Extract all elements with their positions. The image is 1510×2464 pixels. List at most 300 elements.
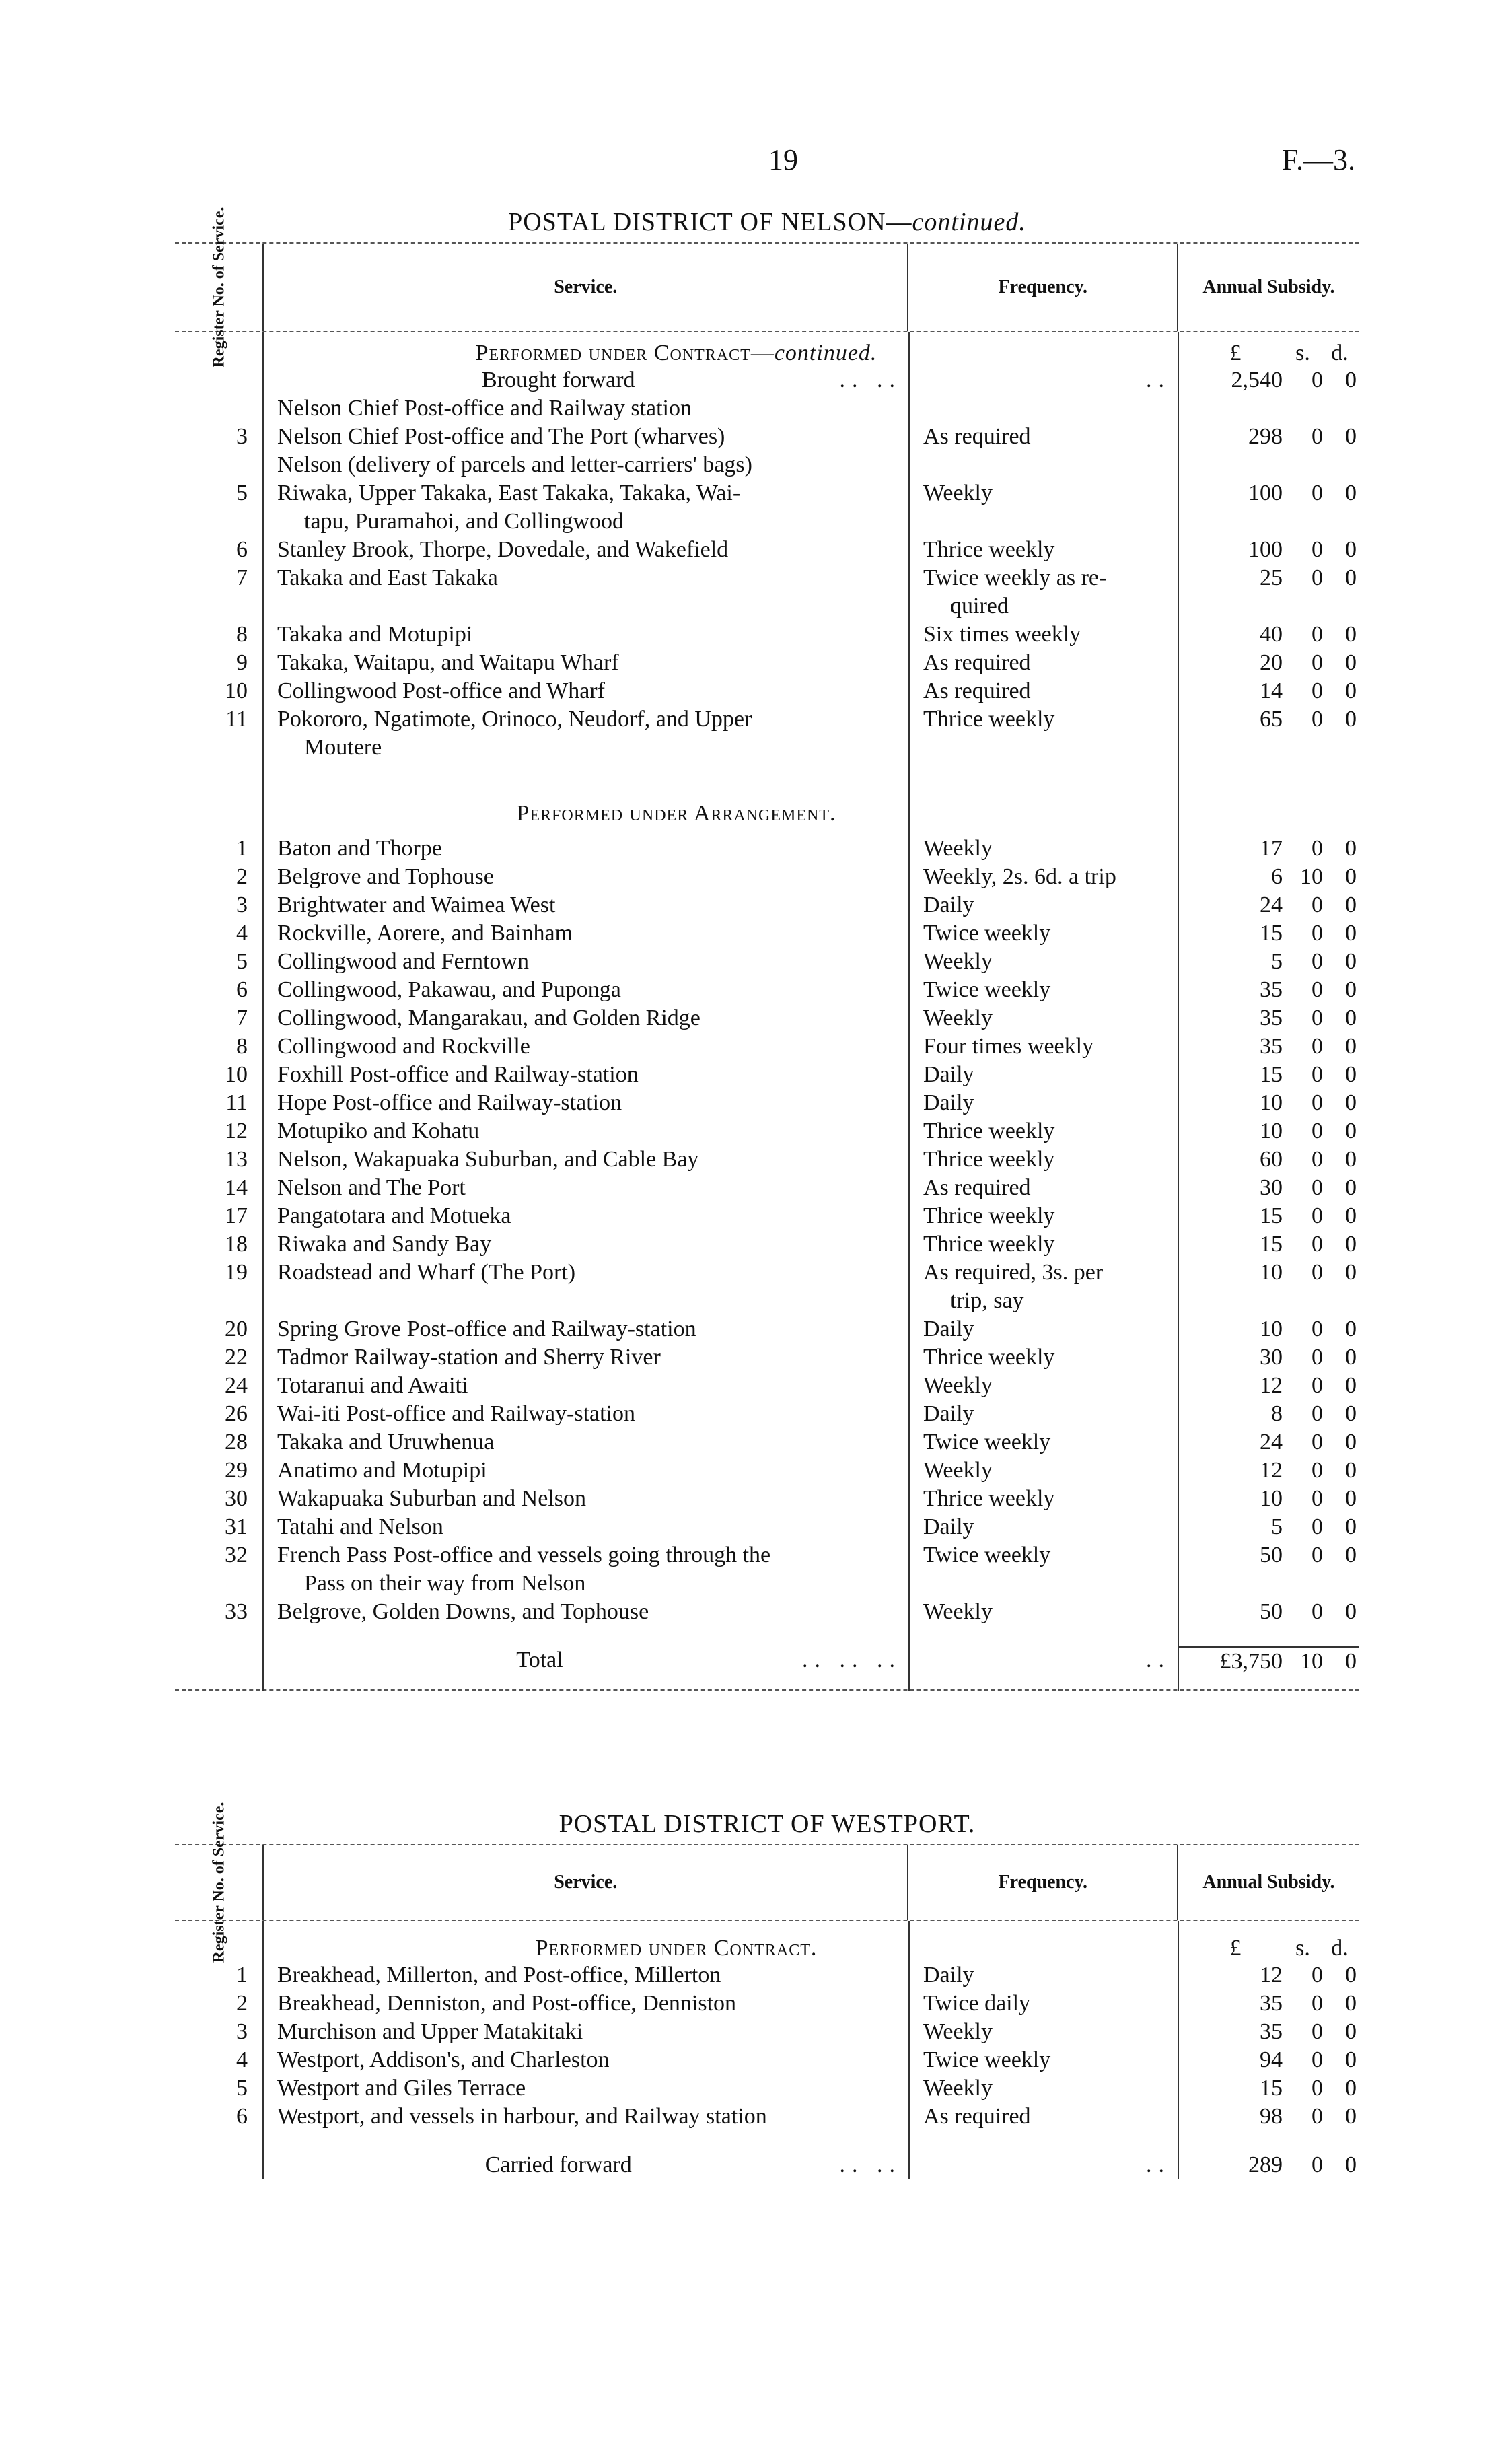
carried-forward-row: Carried forward .. .. .. 289 0 0 <box>484 2152 1357 2177</box>
subsidy-pence: 0 <box>1345 1034 1357 1059</box>
frequency-cell <box>908 394 1178 423</box>
subsidy-pounds: 8 <box>1271 1401 1283 1426</box>
table-row <box>175 677 1359 705</box>
frequency-line: Weekly, 2s. 6d. a trip <box>923 864 1116 889</box>
frequency-cell <box>908 976 1178 1004</box>
subsidy-pence: 0 <box>1345 1430 1357 1454</box>
subsidy-shillings: 0 <box>1311 977 1323 1002</box>
subsidy-pence: 0 <box>1345 707 1357 732</box>
table-row <box>175 1117 1359 1146</box>
subsidy-shillings: 0 <box>1311 650 1323 675</box>
service-line: Collingwood and Rockville <box>277 1034 530 1059</box>
nelson-section <box>175 202 1359 1691</box>
subsidy-pence: 0 <box>1345 1062 1357 1087</box>
service-cell <box>262 948 908 976</box>
service-line: Belgrove, Golden Downs, and Tophouse <box>277 1599 649 1624</box>
frequency-cell <box>908 1117 1178 1146</box>
table-row <box>175 1174 1359 1202</box>
subsidy-pence: 0 <box>1345 1345 1357 1370</box>
subsidy-shillings: 0 <box>1311 1119 1323 1143</box>
register-number: 7 <box>236 565 248 590</box>
arrangement-subheading: Performed under Arrangement. <box>516 801 836 826</box>
subsidy-pence: 0 <box>1345 1232 1357 1257</box>
subsidy-pounds: 30 <box>1260 1175 1283 1200</box>
frequency-cell <box>908 1961 1178 1990</box>
service-line: Riwaka and Sandy Bay <box>277 1232 492 1257</box>
table-row <box>175 1428 1359 1456</box>
subsidy-cell <box>1178 2046 1359 2074</box>
service-cell <box>262 564 908 621</box>
table-row <box>175 536 1359 564</box>
subsidy-pence: 0 <box>1345 481 1357 505</box>
service-cell <box>262 1146 908 1174</box>
subsidy-pounds: 35 <box>1260 1991 1283 2016</box>
subsidy-shillings: 0 <box>1311 1963 1323 1987</box>
units-heading: £ s. d. <box>1229 1936 1349 1961</box>
subsidy-pounds: 100 <box>1248 481 1283 505</box>
service-cell <box>262 621 908 649</box>
subsidy-cell <box>1178 705 1359 762</box>
subsidy-cell <box>1178 1117 1359 1146</box>
service-line: Rockville, Aorere, and Bainham <box>277 921 573 946</box>
subsidy-pence: 0 <box>1345 1599 1357 1624</box>
subsidy-cell <box>1178 2103 1359 2131</box>
frequency-line: As required <box>923 424 1031 449</box>
contract-subheading: Performed under Contract—continued. <box>475 341 877 365</box>
subsidy-shillings: 0 <box>1311 1316 1323 1341</box>
table-row <box>175 835 1359 863</box>
subsidy-cell <box>1178 423 1359 451</box>
column-rule <box>1178 1921 1179 2179</box>
header-frequency: Frequency. <box>908 244 1178 331</box>
register-number: 33 <box>225 1599 248 1624</box>
table-row <box>175 863 1359 891</box>
subsidy-pounds: 17 <box>1260 836 1283 861</box>
subsidy-cell <box>1178 919 1359 948</box>
service-line: Moutere <box>304 735 382 760</box>
table-row <box>175 1343 1359 1372</box>
subsidy-pence: 0 <box>1345 1119 1357 1143</box>
frequency-line: Weekly <box>923 481 993 505</box>
frequency-line: Thrice weekly <box>923 1119 1055 1143</box>
subsidy-cell <box>1178 1032 1359 1061</box>
service-cell <box>262 423 908 451</box>
service-line: Nelson and The Port <box>277 1175 466 1200</box>
service-cell <box>262 1541 908 1598</box>
service-cell <box>262 677 908 705</box>
service-line: Pass on their way from Nelson <box>304 1571 586 1596</box>
table-row <box>175 1315 1359 1343</box>
subsidy-shillings: 0 <box>1311 921 1323 946</box>
service-line: Nelson Chief Post-office and The Port (wharves) <box>277 424 725 449</box>
service-cell <box>262 2046 908 2074</box>
section-title: POSTAL DISTRICT OF WESTPORT. <box>559 1810 976 1838</box>
table-body <box>175 1921 1359 2179</box>
table-row <box>175 1541 1359 1598</box>
subsidy-pence: 0 <box>1345 892 1357 917</box>
subsidy-pounds: 10 <box>1260 1260 1283 1285</box>
subsidy-shillings: 0 <box>1311 1486 1323 1511</box>
subsidy-pounds: 12 <box>1260 1963 1283 1987</box>
register-number: 3 <box>236 2019 248 2044</box>
table-row <box>175 1259 1359 1315</box>
service-cell <box>262 1230 908 1259</box>
service-line: Pokororo, Ngatimote, Orinoco, Neudorf, and Upper <box>277 707 752 732</box>
frequency-line: Weekly <box>923 1458 993 1483</box>
subsidy-shillings: 0 <box>1311 1599 1323 1624</box>
frequency-line: As required, 3s. per <box>923 1260 1104 1285</box>
service-cell <box>262 1961 908 1990</box>
subsidy-shillings: 0 <box>1311 2076 1323 2101</box>
table-row <box>175 1004 1359 1032</box>
subsidy-pounds: 24 <box>1260 1430 1283 1454</box>
frequency-line: Weekly <box>923 1373 993 1398</box>
table-row <box>175 1230 1359 1259</box>
service-cell <box>262 863 908 891</box>
service-line: Nelson (delivery of parcels and letter-carriers' bags) <box>277 452 752 477</box>
contract-subheading: Performed under Contract. <box>535 1936 818 1961</box>
table-row <box>175 2103 1359 2131</box>
frequency-cell <box>908 1315 1178 1343</box>
subsidy-pence: 0 <box>1345 1316 1357 1341</box>
service-cell <box>262 1061 908 1089</box>
table-row <box>175 948 1359 976</box>
frequency-cell <box>908 564 1178 621</box>
service-cell <box>262 1315 908 1343</box>
service-line: Takaka and Uruwhenua <box>277 1430 495 1454</box>
subsidy-cell <box>1178 1230 1359 1259</box>
frequency-cell <box>908 2046 1178 2074</box>
table-row <box>175 479 1359 536</box>
table-row <box>175 1513 1359 1541</box>
subsidy-pence: 0 <box>1345 1543 1357 1568</box>
service-cell <box>262 394 908 423</box>
frequency-line: trip, say <box>950 1288 1024 1313</box>
frequency-line: Weekly <box>923 836 993 861</box>
service-line: Nelson, Wakapuaka Suburban, and Cable Bay <box>277 1147 699 1172</box>
frequency-line: As required <box>923 678 1031 703</box>
subsidy-pence: 0 <box>1345 424 1357 449</box>
register-number: 5 <box>236 2076 248 2101</box>
frequency-cell <box>908 1456 1178 1485</box>
register-number: 4 <box>236 921 248 946</box>
table-row <box>175 1598 1359 1626</box>
frequency-cell <box>908 1598 1178 1626</box>
frequency-cell <box>908 835 1178 863</box>
subsidy-pounds: 5 <box>1271 1514 1283 1539</box>
subsidy-pence: 0 <box>1345 1147 1357 1172</box>
subsidy-pence: 0 <box>1345 2019 1357 2044</box>
frequency-cell <box>908 891 1178 919</box>
register-number: 18 <box>225 1232 248 1257</box>
subsidy-cell <box>1178 649 1359 677</box>
frequency-cell <box>908 1259 1178 1315</box>
subsidy-cell <box>1178 621 1359 649</box>
frequency-line: quired <box>950 594 1009 619</box>
register-number: 14 <box>225 1175 248 1200</box>
service-cell <box>262 1456 908 1485</box>
subsidy-shillings: 0 <box>1311 892 1323 917</box>
subsidy-cell <box>1178 1146 1359 1174</box>
service-line: Tadmor Railway-station and Sherry River <box>277 1345 661 1370</box>
service-line: Takaka and Motupipi <box>277 622 473 647</box>
register-number: 8 <box>236 1034 248 1059</box>
section-title <box>175 202 1359 242</box>
subsidy-shillings: 0 <box>1311 1458 1323 1483</box>
subsidy-pounds: 15 <box>1260 921 1283 946</box>
frequency-cell <box>908 536 1178 564</box>
contract-rows <box>175 1961 1359 2131</box>
subsidy-shillings: 0 <box>1311 1345 1323 1370</box>
subsidy-cell <box>1178 1485 1359 1513</box>
table-row <box>175 1961 1359 1990</box>
subsidy-shillings: 0 <box>1311 565 1323 590</box>
subsidy-pounds: 40 <box>1260 622 1283 647</box>
subsidy-cell <box>1178 1990 1359 2018</box>
frequency-cell <box>908 1146 1178 1174</box>
subsidy-pence: 0 <box>1345 1991 1357 2016</box>
service-cell <box>262 835 908 863</box>
service-cell <box>262 1372 908 1400</box>
subsidy-cell <box>1178 1541 1359 1598</box>
subsidy-pounds: 30 <box>1260 1345 1283 1370</box>
register-number: 10 <box>225 1062 248 1087</box>
contract-subheading-row <box>175 332 1359 366</box>
header-service: Service. <box>264 244 908 331</box>
frequency-cell <box>908 2103 1178 2131</box>
arrangement-subheading-row <box>175 793 1359 826</box>
register-number: 2 <box>236 1991 248 2016</box>
subsidy-pounds: 50 <box>1260 1599 1283 1624</box>
subsidy-cell <box>1178 1343 1359 1372</box>
frequency-cell <box>908 2018 1178 2046</box>
service-cell <box>262 1513 908 1541</box>
register-number: 3 <box>236 424 248 449</box>
register-number: 6 <box>236 977 248 1002</box>
register-number: 6 <box>236 537 248 562</box>
frequency-line: Twice weekly <box>923 921 1051 946</box>
subsidy-cell <box>1178 1174 1359 1202</box>
frequency-cell <box>908 1428 1178 1456</box>
service-line: Takaka, Waitapu, and Waitapu Wharf <box>277 650 619 675</box>
service-cell <box>262 1117 908 1146</box>
service-line: Tatahi and Nelson <box>277 1514 443 1539</box>
frequency-line: Thrice weekly <box>923 537 1055 562</box>
frequency-line: Thrice weekly <box>923 1232 1055 1257</box>
frequency-cell <box>908 1343 1178 1372</box>
service-line: Collingwood, Pakawau, and Puponga <box>277 977 621 1002</box>
table-row <box>175 1485 1359 1513</box>
subsidy-pence: 0 <box>1345 2104 1357 2129</box>
register-number: 17 <box>225 1203 248 1228</box>
register-number: 9 <box>236 650 248 675</box>
service-line: Collingwood and Ferntown <box>277 949 529 974</box>
frequency-line: Twice weekly <box>923 1430 1051 1454</box>
service-cell <box>262 1004 908 1032</box>
frequency-line: Daily <box>923 1062 974 1087</box>
subsidy-cell <box>1178 677 1359 705</box>
subsidy-pence: 0 <box>1345 1260 1357 1285</box>
table-row <box>175 1372 1359 1400</box>
subsidy-shillings: 0 <box>1311 1514 1323 1539</box>
total-row: Total .. .. .. .. £3,750 10 0 <box>175 1646 1359 1676</box>
brought-forward-label: Brought forward <box>481 367 635 392</box>
register-number: 3 <box>236 892 248 917</box>
frequency-cell <box>908 1400 1178 1428</box>
service-line: Spring Grove Post-office and Railway-station <box>277 1316 696 1341</box>
carried-forward-label: Carried forward <box>484 2152 632 2177</box>
service-cell <box>262 1990 908 2018</box>
table-body <box>175 332 1359 1691</box>
register-number: 12 <box>225 1119 248 1143</box>
table-row <box>175 451 1359 479</box>
table-row <box>175 1202 1359 1230</box>
subsidy-shillings: 0 <box>1311 678 1323 703</box>
register-number: 24 <box>225 1373 248 1398</box>
subsidy-pounds: 100 <box>1248 537 1283 562</box>
subsidy-pounds: 20 <box>1260 650 1283 675</box>
subsidy-cell <box>1178 1428 1359 1456</box>
frequency-line: Daily <box>923 1963 974 1987</box>
subsidy-pence: 0 <box>1345 977 1357 1002</box>
frequency-cell <box>908 423 1178 451</box>
frequency-line: Thrice weekly <box>923 1486 1055 1511</box>
table-row <box>175 649 1359 677</box>
register-number: 11 <box>225 707 248 732</box>
register-number: 5 <box>236 949 248 974</box>
subsidy-cell <box>1178 1513 1359 1541</box>
service-cell <box>262 891 908 919</box>
frequency-cell <box>908 705 1178 762</box>
service-line: Anatimo and Motupipi <box>277 1458 487 1483</box>
subsidy-pounds: 35 <box>1260 1034 1283 1059</box>
subsidy-pence: 0 <box>1345 1373 1357 1398</box>
frequency-cell <box>908 1032 1178 1061</box>
subsidy-pence: 0 <box>1345 921 1357 946</box>
service-line: Pangatotara and Motueka <box>277 1203 511 1228</box>
frequency-line: Twice weekly as re- <box>923 565 1107 590</box>
total-label: Total <box>516 1648 563 1673</box>
subsidy-shillings: 10 <box>1300 864 1323 889</box>
register-number: 30 <box>225 1486 248 1511</box>
table-row <box>175 564 1359 621</box>
subsidy-cell <box>1178 1598 1359 1626</box>
subsidy-pounds: 15 <box>1260 1203 1283 1228</box>
frequency-cell <box>908 479 1178 536</box>
service-line: Breakhead, Denniston, and Post-office, Denniston <box>277 1991 737 2016</box>
frequency-cell <box>908 1089 1178 1117</box>
service-cell <box>262 649 908 677</box>
subsidy-shillings: 0 <box>1311 1006 1323 1030</box>
subsidy-pounds: 298 <box>1248 424 1283 449</box>
service-cell <box>262 479 908 536</box>
service-line: Breakhead, Millerton, and Post-office, Millerton <box>277 1963 721 1987</box>
frequency-line: As required <box>923 2104 1031 2129</box>
subsidy-pounds: 65 <box>1260 707 1283 732</box>
subsidy-pounds: 15 <box>1260 2076 1283 2101</box>
subsidy-shillings: 0 <box>1311 537 1323 562</box>
subsidy-pounds: 15 <box>1260 1232 1283 1257</box>
subsidy-cell <box>1178 835 1359 863</box>
subsidy-pence: 0 <box>1345 622 1357 647</box>
total-amount: £3,750 10 0 <box>1178 1646 1359 1676</box>
frequency-cell <box>908 649 1178 677</box>
subsidy-cell <box>1178 2074 1359 2103</box>
subsidy-pounds: 15 <box>1260 1062 1283 1087</box>
register-number: 2 <box>236 864 248 889</box>
frequency-line: Twice daily <box>923 1991 1031 2016</box>
subsidy-shillings: 0 <box>1311 1090 1323 1115</box>
subsidy-shillings: 0 <box>1311 1034 1323 1059</box>
frequency-cell <box>908 621 1178 649</box>
subsidy-pence: 0 <box>1345 678 1357 703</box>
register-number: 26 <box>225 1401 248 1426</box>
service-cell <box>262 536 908 564</box>
service-cell <box>262 705 908 762</box>
register-number: 4 <box>236 2047 248 2072</box>
subsidy-pence: 0 <box>1345 1175 1357 1200</box>
subsidy-pounds: 14 <box>1260 678 1283 703</box>
register-number <box>175 451 262 479</box>
subsidy-shillings: 0 <box>1311 2047 1323 2072</box>
subsidy-shillings: 0 <box>1311 836 1323 861</box>
frequency-line: Weekly <box>923 2076 993 2101</box>
subsidy-pounds: 10 <box>1260 1090 1283 1115</box>
subsidy-cell <box>1178 536 1359 564</box>
subsidy-pence: 0 <box>1345 1514 1357 1539</box>
frequency-line: Daily <box>923 892 974 917</box>
table-row <box>175 976 1359 1004</box>
subsidy-pence: 0 <box>1345 537 1357 562</box>
register-number: 5 <box>236 481 248 505</box>
header-service: Service. <box>264 1845 908 1920</box>
subsidy-shillings: 0 <box>1311 1373 1323 1398</box>
subsidy-cell <box>1178 394 1359 423</box>
service-cell <box>262 1089 908 1117</box>
subsidy-pounds: 10 <box>1260 1486 1283 1511</box>
subsidy-pence: 0 <box>1345 836 1357 861</box>
service-line: Baton and Thorpe <box>277 836 442 861</box>
frequency-cell <box>908 1513 1178 1541</box>
register-number: 29 <box>225 1458 248 1483</box>
frequency-line: Twice weekly <box>923 977 1051 1002</box>
subsidy-cell <box>1178 1061 1359 1089</box>
register-number: 22 <box>225 1345 248 1370</box>
subsidy-shillings: 0 <box>1311 1232 1323 1257</box>
register-number: 1 <box>236 836 248 861</box>
subsidy-pence: 0 <box>1345 1401 1357 1426</box>
frequency-cell <box>908 1372 1178 1400</box>
service-line: Brightwater and Waimea West <box>277 892 556 917</box>
service-cell <box>262 451 908 479</box>
service-cell <box>262 1485 908 1513</box>
subsidy-pounds: 94 <box>1260 2047 1283 2072</box>
service-line: Stanley Brook, Thorpe, Dovedale, and Wakefield <box>277 537 729 562</box>
frequency-cell <box>908 1485 1178 1513</box>
subsidy-cell <box>1178 1004 1359 1032</box>
subsidy-pence: 0 <box>1345 1006 1357 1030</box>
subsidy-pence: 0 <box>1345 565 1357 590</box>
subsidy-shillings: 0 <box>1311 424 1323 449</box>
subsidy-pence: 0 <box>1345 1963 1357 1987</box>
frequency-cell <box>908 863 1178 891</box>
register-number: 6 <box>236 2104 248 2129</box>
subsidy-shillings: 0 <box>1311 622 1323 647</box>
subsidy-pounds: 60 <box>1260 1147 1283 1172</box>
service-line: Wai-iti Post-office and Railway-station <box>277 1401 636 1426</box>
service-cell <box>262 1174 908 1202</box>
subsidy-cell <box>1178 1456 1359 1485</box>
